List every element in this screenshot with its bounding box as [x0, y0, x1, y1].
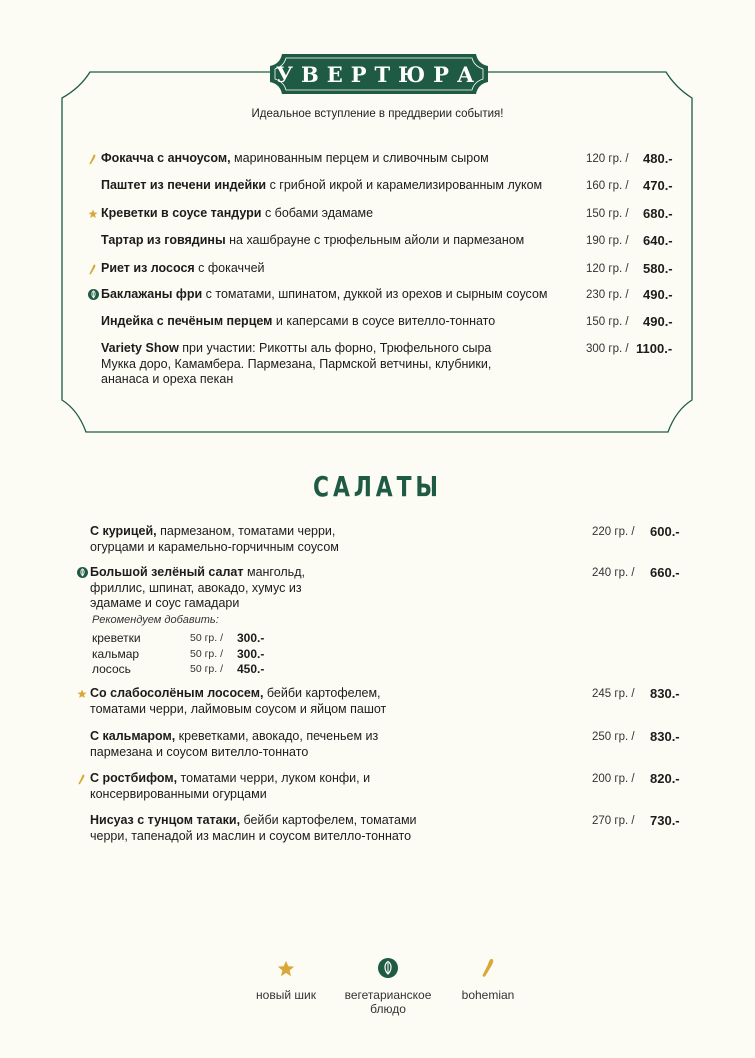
legend-vegetarian: [336, 958, 440, 1016]
item-price: 730.-: [650, 813, 680, 828]
item-price: 490.-: [643, 287, 673, 302]
item-weight: 150 гр. /: [586, 316, 629, 328]
item-description: при участии: Рикотты аль форно, Трюфельного сыра Мукка доро, Камамбера. Пармезана, Пармской ветчины, клубники, ананаса и ореха пекан: [101, 341, 492, 386]
item-price: 830.-: [650, 686, 680, 701]
item-name: Большой зелёный салат: [90, 565, 244, 579]
star-icon: [277, 960, 295, 978]
item-name: Индейка с печёным перцем: [101, 314, 273, 328]
item-name: Тартар из говядины: [101, 233, 226, 247]
addon-price: 300.-: [237, 646, 265, 661]
item-weight: 150 гр. /: [586, 208, 629, 220]
item-weight: 220 гр. /: [592, 526, 635, 538]
salads-title: САЛАТЫ: [313, 470, 442, 503]
legend-label: bohemian: [461, 988, 515, 1002]
star-icon: [77, 688, 87, 700]
bohemian-icon: [88, 153, 98, 165]
leaf-icon: [378, 958, 398, 978]
item-name: С кальмаром,: [90, 729, 176, 743]
bohemian-icon: [88, 263, 98, 275]
leaf-icon: [88, 289, 98, 301]
legend-new-chic: [246, 960, 326, 1002]
item-description: мангольд, фриллис, шпинат, авокадо, хумус из эдамаме и соус гамадари: [90, 565, 305, 610]
item-weight: 160 гр. /: [586, 180, 629, 192]
overture-subtitle: Идеальное вступление в преддверии события!: [251, 108, 504, 120]
item-description: бейби картофелем, томатами черри, тапенадой из маслин и соусом вителло-тоннато: [90, 813, 417, 843]
item-description: бейби картофелем, томатами черри, лаймовым соусом и яйцом пашот: [90, 686, 387, 716]
legend-label: новый шик: [256, 988, 316, 1002]
bohemian-icon: [77, 773, 87, 785]
addon-weight: 50 гр. /: [190, 663, 224, 675]
item-price: 470.-: [643, 178, 673, 193]
item-name: Нисуаз с тунцом татаки,: [90, 813, 241, 827]
item-price: 1100.-: [636, 341, 673, 356]
item-weight: 250 гр. /: [592, 731, 635, 743]
item-description: с томатами, шпинатом, дуккой из орехов и сырным соусом: [202, 287, 548, 301]
bohemian-icon: [479, 958, 497, 978]
item-weight: 200 гр. /: [592, 773, 635, 785]
item-description: с фокаччей: [194, 261, 265, 275]
overture-title: УВЕРТЮРА: [275, 61, 483, 87]
addon-item: [92, 662, 265, 676]
item-price: 490.-: [643, 314, 673, 329]
item-name: Фокачча с анчоусом,: [101, 151, 231, 165]
item-name: Со слабосолёным лососем,: [90, 686, 264, 700]
item-name: С курицей,: [90, 524, 157, 538]
leaf-icon: [77, 567, 87, 579]
item-price: 660.-: [650, 565, 680, 580]
item-weight: 190 гр. /: [586, 235, 629, 247]
addon-weight: 50 гр. /: [190, 647, 224, 660]
addon-name: креветки: [92, 631, 141, 645]
item-name: Риет из лосося: [101, 261, 195, 275]
item-price: 580.-: [643, 261, 673, 276]
addon-name: кальмар: [92, 646, 140, 661]
item-weight: 240 гр. /: [592, 567, 635, 579]
item-name: Паштет из печени индейки: [101, 178, 267, 192]
item-name: Variety Show: [101, 341, 179, 355]
item-description: маринованным перцем и сливочным сыром: [230, 151, 489, 165]
item-weight: 270 гр. /: [592, 815, 635, 827]
item-description: и каперсами в соусе вителло-тоннато: [272, 314, 496, 328]
item-weight: 120 гр. /: [586, 263, 629, 275]
recommend-label: Рекомендуем добавить:: [92, 614, 219, 626]
item-name: Креветки в соусе тандури: [101, 206, 262, 220]
item-description: с грибной икрой и карамелизированным луком: [266, 178, 543, 192]
item-weight: 300 гр. /: [586, 343, 629, 355]
legend-label: вегетарианское блюдо: [344, 988, 432, 1016]
item-price: 820.-: [650, 771, 680, 786]
addon-name: лосось: [92, 662, 131, 676]
item-name: Баклажаны фри: [101, 287, 203, 301]
addon-price: 450.-: [237, 662, 265, 676]
item-description: с бобами эдамаме: [261, 206, 374, 220]
item-name: С ростбифом,: [90, 771, 178, 785]
item-price: 830.-: [650, 729, 680, 744]
item-price: 640.-: [643, 233, 673, 248]
item-description: на хашбрауне с трюфельным айоли и пармезаном: [225, 233, 525, 247]
item-price: 480.-: [643, 151, 673, 166]
item-weight: 230 гр. /: [586, 289, 629, 301]
item-weight: 245 гр. /: [592, 688, 635, 700]
item-price: 600.-: [650, 524, 680, 539]
addon-price: 300.-: [237, 631, 265, 645]
addon-item: [92, 646, 265, 661]
item-weight: 120 гр. /: [586, 153, 629, 165]
item-description: томатами черри, луком конфи, и консервированными огурцами: [90, 771, 371, 801]
item-description: креветками, авокадо, печеньем из пармезана и соусом вителло-тоннато: [90, 729, 379, 759]
item-description: пармезаном, томатами черри, огурцами и карамельно-горчичным соусом: [90, 524, 339, 554]
addon-item: [92, 631, 265, 645]
legend-bohemian: [448, 958, 528, 1002]
star-icon: [88, 208, 98, 220]
addon-weight: 50 гр. /: [190, 632, 224, 644]
item-price: 680.-: [643, 206, 673, 221]
